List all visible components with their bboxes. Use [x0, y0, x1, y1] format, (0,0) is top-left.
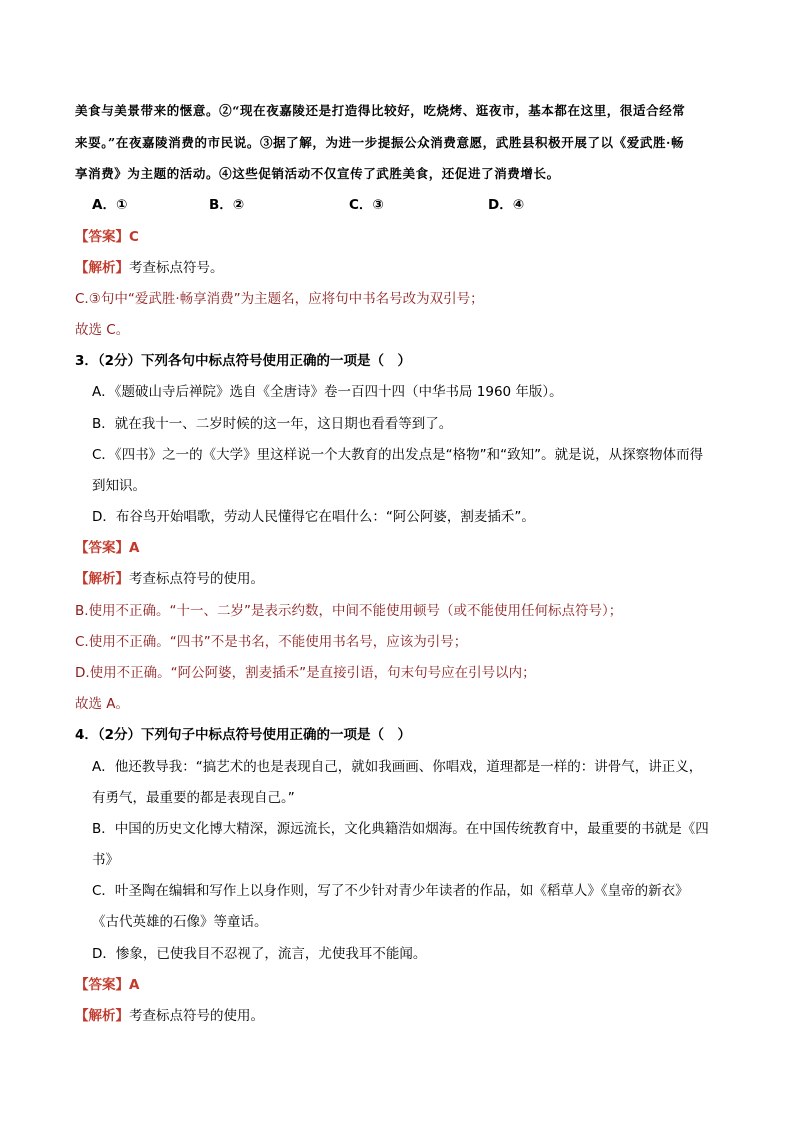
q2-option-a: A．①: [92, 197, 128, 213]
q3-explain-d: D.使用不正确。“阿公阿婆，割麦插禾”是直接引语，句末句号应在引号以内；: [75, 665, 536, 681]
passage-line-1: 美食与美景带来的惬意。②“现在夜嘉陵还是打造得比较好，吃烧烤、逛夜市，基本都在这里，很适合经常: [75, 103, 686, 118]
q4-option-c-line-1: C．叶圣陶在编辑和写作上以身作则，写了不少针对青少年读者的作品，如《稻草人》《皇帝的新衣》: [92, 883, 689, 899]
q2-option-d: D．④: [488, 197, 525, 213]
passage-line-3: 享消费》为主题的活动。④这些促销活动不仅宣传了武胜美食，还促进了消费增长。: [75, 166, 560, 181]
answer-tag: 【答案】: [75, 977, 129, 993]
q4-answer-line: [75, 975, 139, 995]
analysis-tag: 【解析】: [75, 571, 129, 587]
q3-stem: 3．（2分）下列各句中标点符号使用正确的一项是（ ）: [75, 353, 412, 369]
q4-option-a-line-1: A．他还教导我：“搞艺术的也是表现自己，就如我画画、你唱戏，道理都是一样的：讲骨气，讲正义，: [92, 759, 703, 775]
q4-option-b-line-2: 书》: [92, 852, 119, 868]
q2-analysis-line: [75, 258, 224, 278]
q3-analysis-line: [75, 569, 264, 589]
q3-conclusion: 故选 A。: [75, 696, 130, 712]
q3-option-c-line-2: 到知识。: [92, 478, 146, 494]
q4-option-c-line-2: 《古代英雄的石像》等童话。: [92, 914, 268, 930]
analysis-tag: 【解析】: [75, 260, 129, 276]
answer-value: A: [129, 977, 140, 993]
q4-option-d: D．惨象，已使我目不忍视了，流言，尤使我耳不能闻。: [92, 946, 427, 962]
q3-explain-c: C.使用不正确。“四书”不是书名，不能使用书名号，应该为引号；: [75, 634, 468, 650]
q3-option-b: B．就在我十一、二岁时候的这一年，这日期也看看等到了。: [92, 416, 453, 432]
q3-option-a: A．《题破山寺后禅院》选自《全唐诗》卷一百四十四（中华书局 1960 年版）。: [92, 384, 563, 400]
q2-answer-line: [75, 227, 139, 247]
analysis-tag: 【解析】: [75, 1008, 129, 1024]
answer-tag: 【答案】: [75, 540, 129, 556]
q4-option-b-line-1: B．中国的历史文化博大精深，源远流长，文化典籍浩如烟海。在中国传统教育中，最重要的书就是《四: [92, 821, 709, 837]
q4-analysis-line: [75, 1006, 264, 1026]
q4-option-a-line-2: 有勇气，最重要的都是表现自己。”: [92, 790, 295, 806]
q3-explain-b: B.使用不正确。“十一、二岁”是表示约数，中间不能使用顿号（或不能使用任何标点符号）；: [75, 603, 623, 619]
q3-option-c-line-1: C．《四书》之一的《大学》里这样说一个大教育的出发点是“格物”和“致知”。就是说，从探察物体而得: [92, 447, 704, 463]
q3-answer-line: [75, 538, 139, 558]
q2-option-c: C．③: [349, 197, 384, 213]
q2-option-b: B．②: [209, 197, 245, 213]
analysis-text: 考查标点符号。: [129, 260, 224, 276]
q2-explain-1: C.③句中“爱武胜·畅享消费”为主题名，应将句中书名号改为双引号；: [75, 291, 484, 307]
answer-value: A: [129, 540, 140, 556]
analysis-text: 考查标点符号的使用。: [129, 1008, 264, 1024]
q2-conclusion: 故选 C。: [75, 322, 130, 338]
q4-stem: 4．（2分）下列句子中标点符号使用正确的一项是（ ）: [75, 727, 412, 743]
q3-option-d: D．布谷鸟开始唱歌，劳动人民懂得它在唱什么：“阿公阿婆，割麦插禾”。: [92, 509, 535, 525]
analysis-text: 考查标点符号的使用。: [129, 571, 264, 587]
answer-value: C: [129, 229, 139, 245]
passage-line-2: 来耍。”在夜嘉陵消费的市民说。③据了解，为进一步提振公众消费意愿，武胜县积极开展了以《爱武胜·畅: [75, 135, 685, 150]
answer-tag: 【答案】: [75, 229, 129, 245]
